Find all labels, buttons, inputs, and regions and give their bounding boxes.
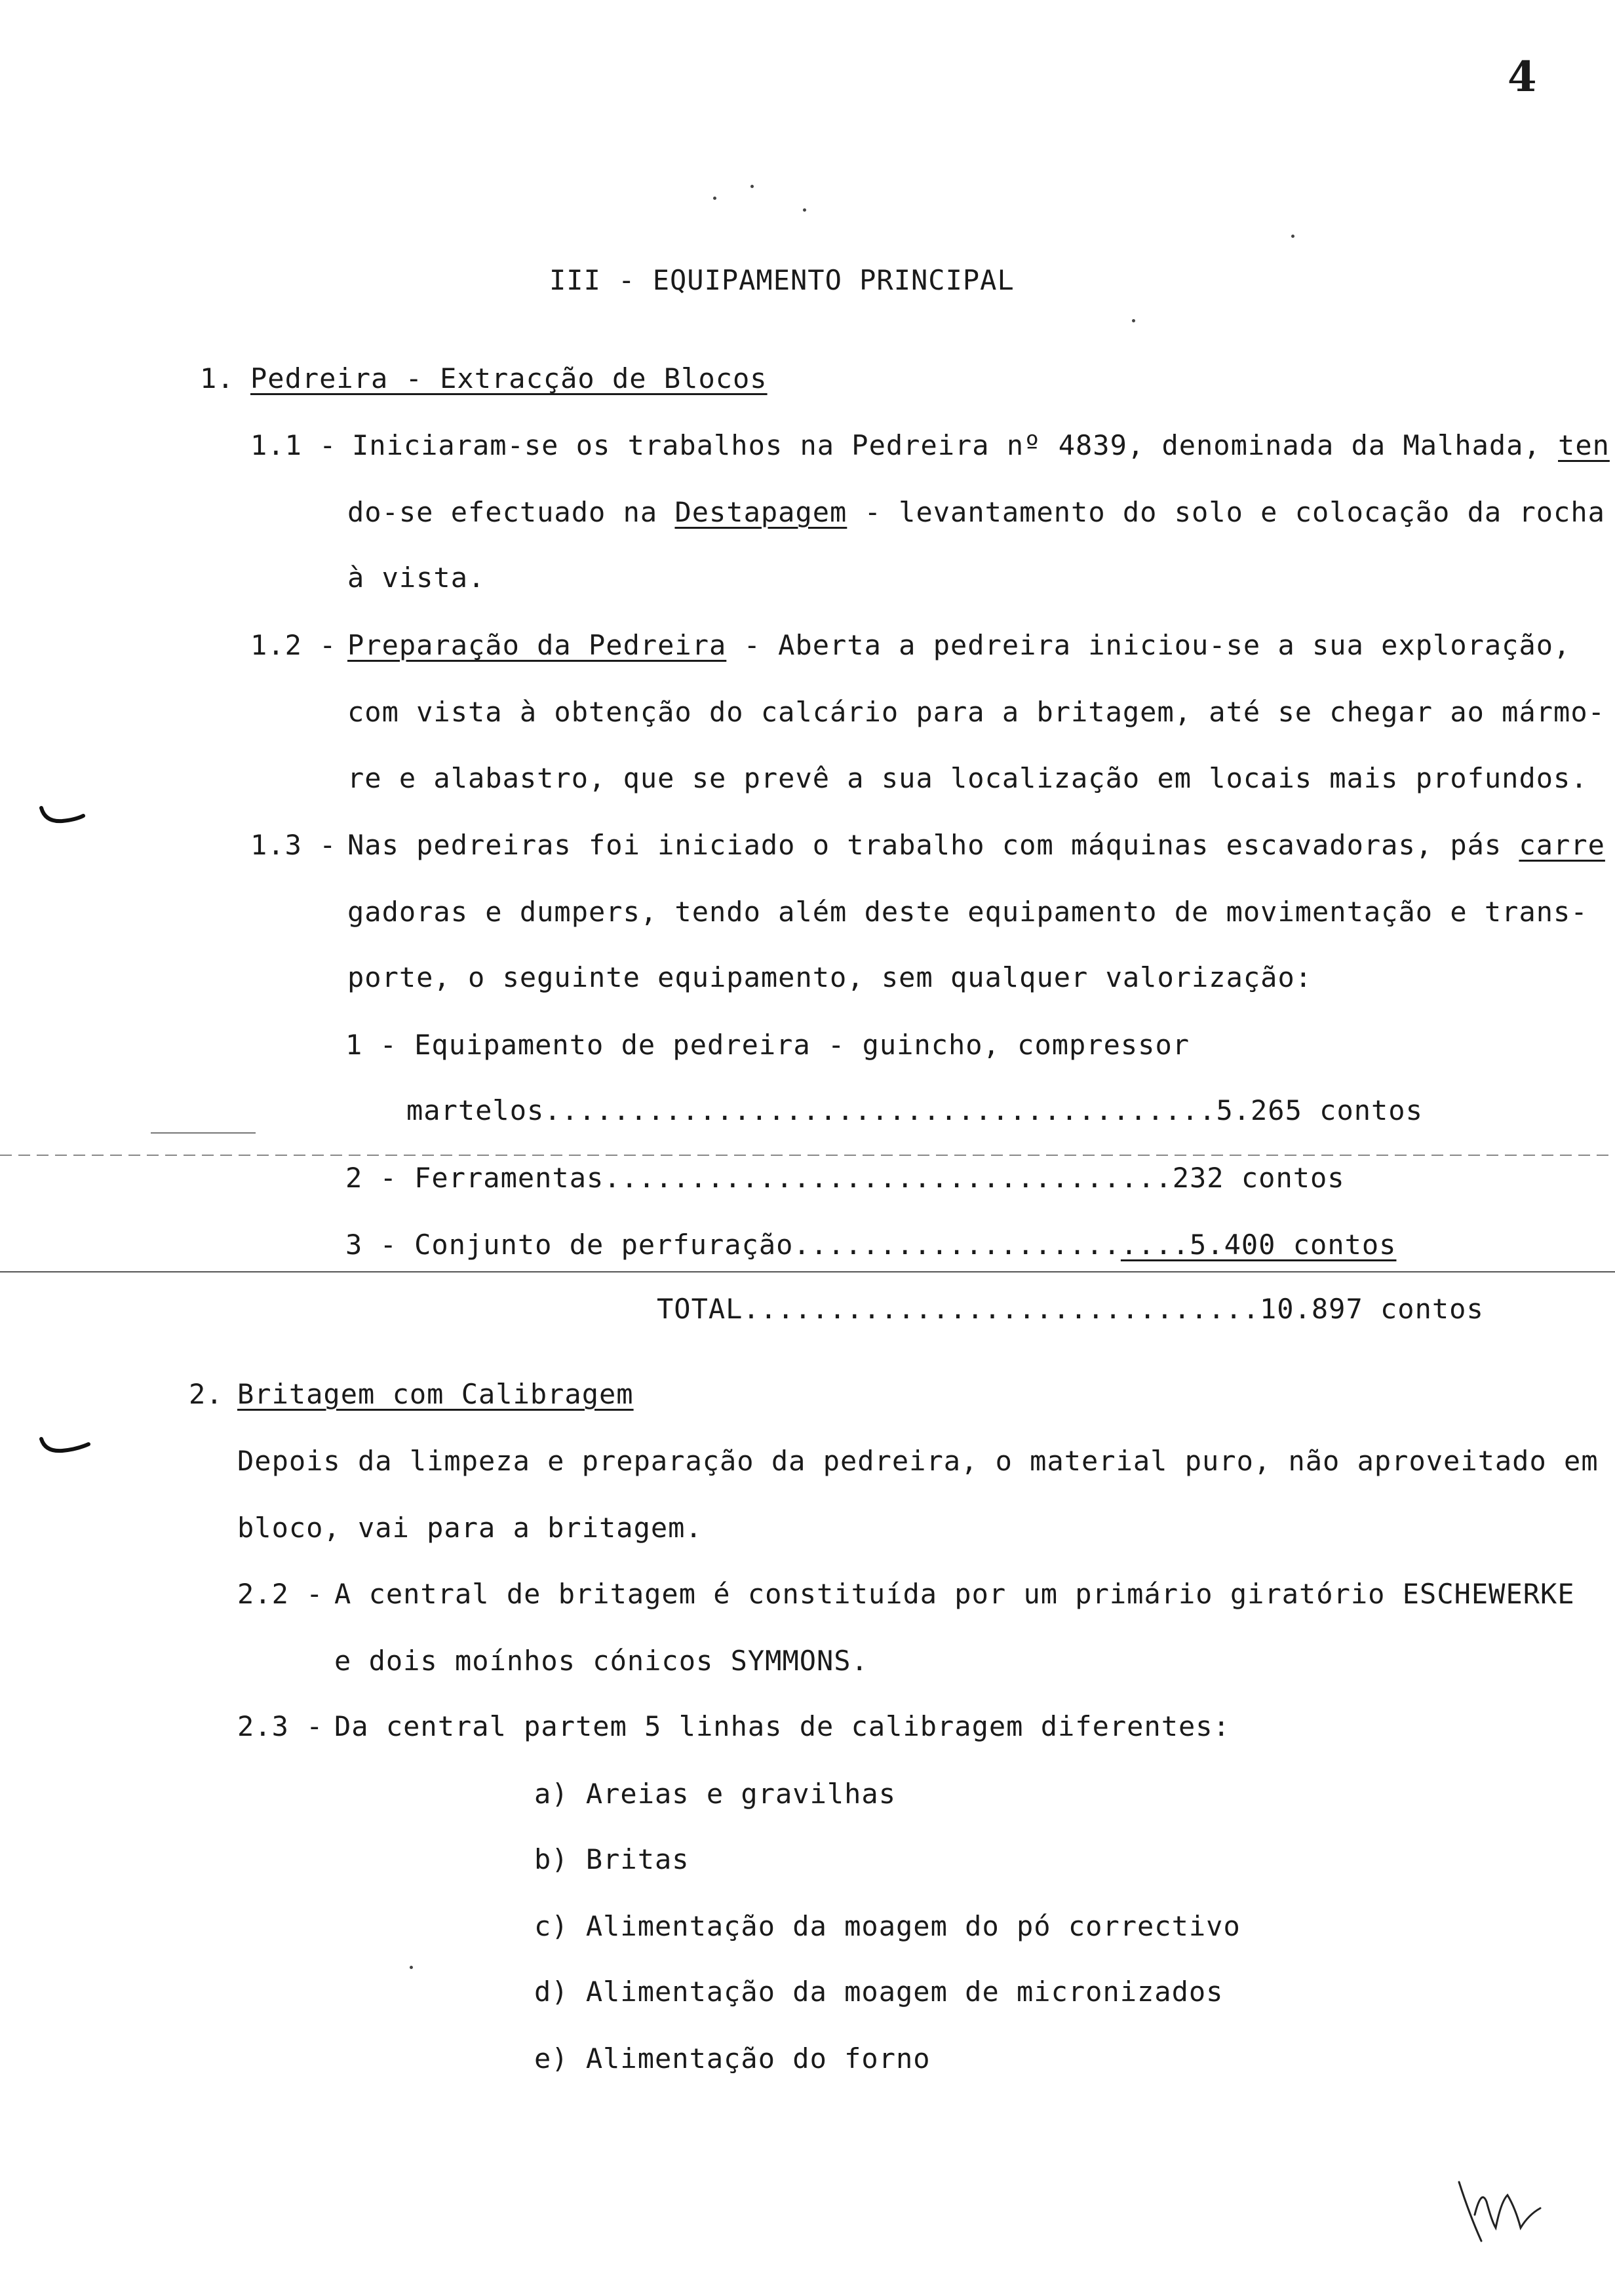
text-underlined: carre bbox=[1519, 829, 1605, 861]
equipment-item-2: 2 - Ferramentas.................................232 contos bbox=[345, 1162, 1345, 1194]
text: Iniciaram-se os trabalhos na Pedreira nº 4839, denominada da Malhada, bbox=[352, 429, 1559, 461]
scan-line bbox=[0, 1271, 1615, 1272]
section-2-intro: Depois da limpeza e preparação da pedreira, o material puro, não aproveitado em bbox=[237, 1445, 1599, 1477]
text: - levantamento do solo e colocação da rocha bbox=[847, 496, 1605, 528]
text: - Aberta a pedreira iniciou-se a sua exploração, bbox=[726, 629, 1571, 661]
item-1-2-line: com vista à obtenção do calcário para a britagem, até se chegar ao mármo- bbox=[347, 696, 1605, 728]
list-item: a) Areias e gravilhas bbox=[534, 1778, 897, 1810]
section-2-heading: Britagem com Calibragem bbox=[237, 1378, 634, 1410]
item-1-1-line bbox=[352, 426, 1610, 465]
text-underlined: Destapagem bbox=[674, 496, 847, 528]
handwritten-initials bbox=[1455, 2175, 1553, 2248]
item-1-2-line bbox=[347, 626, 1570, 665]
list-item: c) Alimentação da moagem do pó correctivo bbox=[534, 1910, 1241, 1942]
margin-mark bbox=[36, 1435, 95, 1461]
list-item: b) Britas bbox=[534, 1843, 690, 1875]
scan-speck bbox=[410, 1966, 413, 1969]
item-2-3-number: 2.3 - bbox=[237, 1710, 324, 1742]
text-underlined: ....5.400 contos bbox=[1120, 1229, 1397, 1261]
item-1-1-line: à vista. bbox=[347, 562, 486, 594]
scan-line bbox=[151, 1132, 256, 1134]
text: Nas pedreiras foi iniciado o trabalho com máquinas escavadoras, pás bbox=[347, 829, 1519, 861]
text-underlined: ten bbox=[1558, 429, 1610, 461]
page-number: 4 bbox=[1508, 52, 1537, 102]
list-item: d) Alimentação da moagem de micronizados bbox=[534, 1976, 1224, 2008]
scan-speck bbox=[750, 185, 754, 188]
equipment-item-3 bbox=[345, 1225, 1396, 1265]
text: 3 - Conjunto de perfuração................... bbox=[345, 1229, 1121, 1261]
section-1-number: 1. bbox=[200, 362, 235, 394]
item-2-2-number: 2.2 - bbox=[237, 1578, 324, 1610]
text-underlined: Preparação da Pedreira bbox=[347, 629, 727, 661]
equipment-item-1-value: martelos.......................................5.265 contos bbox=[406, 1094, 1423, 1126]
equipment-item-1: 1 - Equipamento de pedreira - guincho, compressor bbox=[345, 1029, 1190, 1061]
section-2-number: 2. bbox=[189, 1378, 224, 1410]
scan-line bbox=[0, 1155, 1615, 1156]
text: do-se efectuado na bbox=[347, 496, 675, 528]
item-1-1-number: 1.1 - bbox=[250, 429, 337, 461]
section-1-heading: Pedreira - Extracção de Blocos bbox=[250, 362, 768, 394]
item-1-3-number: 1.3 - bbox=[250, 829, 337, 861]
margin-mark bbox=[36, 803, 88, 829]
item-1-2-number: 1.2 - bbox=[250, 629, 337, 661]
scan-speck bbox=[713, 197, 716, 200]
scan-speck bbox=[1132, 319, 1135, 322]
item-2-2-line: e dois moínhos cónicos SYMMONS. bbox=[334, 1645, 868, 1677]
scan-speck bbox=[803, 208, 806, 212]
item-1-1-line bbox=[347, 493, 1605, 532]
list-item: e) Alimentação do forno bbox=[534, 2042, 931, 2075]
item-1-3-line: porte, o seguinte equipamento, sem qualquer valorização: bbox=[347, 961, 1313, 993]
equipment-total: TOTAL..............................10.897 contos bbox=[657, 1293, 1484, 1325]
item-1-3-line bbox=[347, 826, 1605, 865]
scan-speck bbox=[1291, 235, 1294, 238]
item-1-3-line: gadoras e dumpers, tendo além deste equipamento de movimentação e trans- bbox=[347, 896, 1588, 928]
item-1-2-line: re e alabastro, que se prevê a sua localização em locais mais profundos. bbox=[347, 762, 1588, 794]
page-title: III - EQUIPAMENTO PRINCIPAL bbox=[549, 264, 1015, 296]
item-2-3-line: Da central partem 5 linhas de calibragem diferentes: bbox=[334, 1710, 1230, 1742]
item-2-2-line: A central de britagem é constituída por um primário giratório ESCHEWERKE bbox=[334, 1578, 1575, 1610]
section-2-intro: bloco, vai para a britagem. bbox=[237, 1512, 703, 1544]
